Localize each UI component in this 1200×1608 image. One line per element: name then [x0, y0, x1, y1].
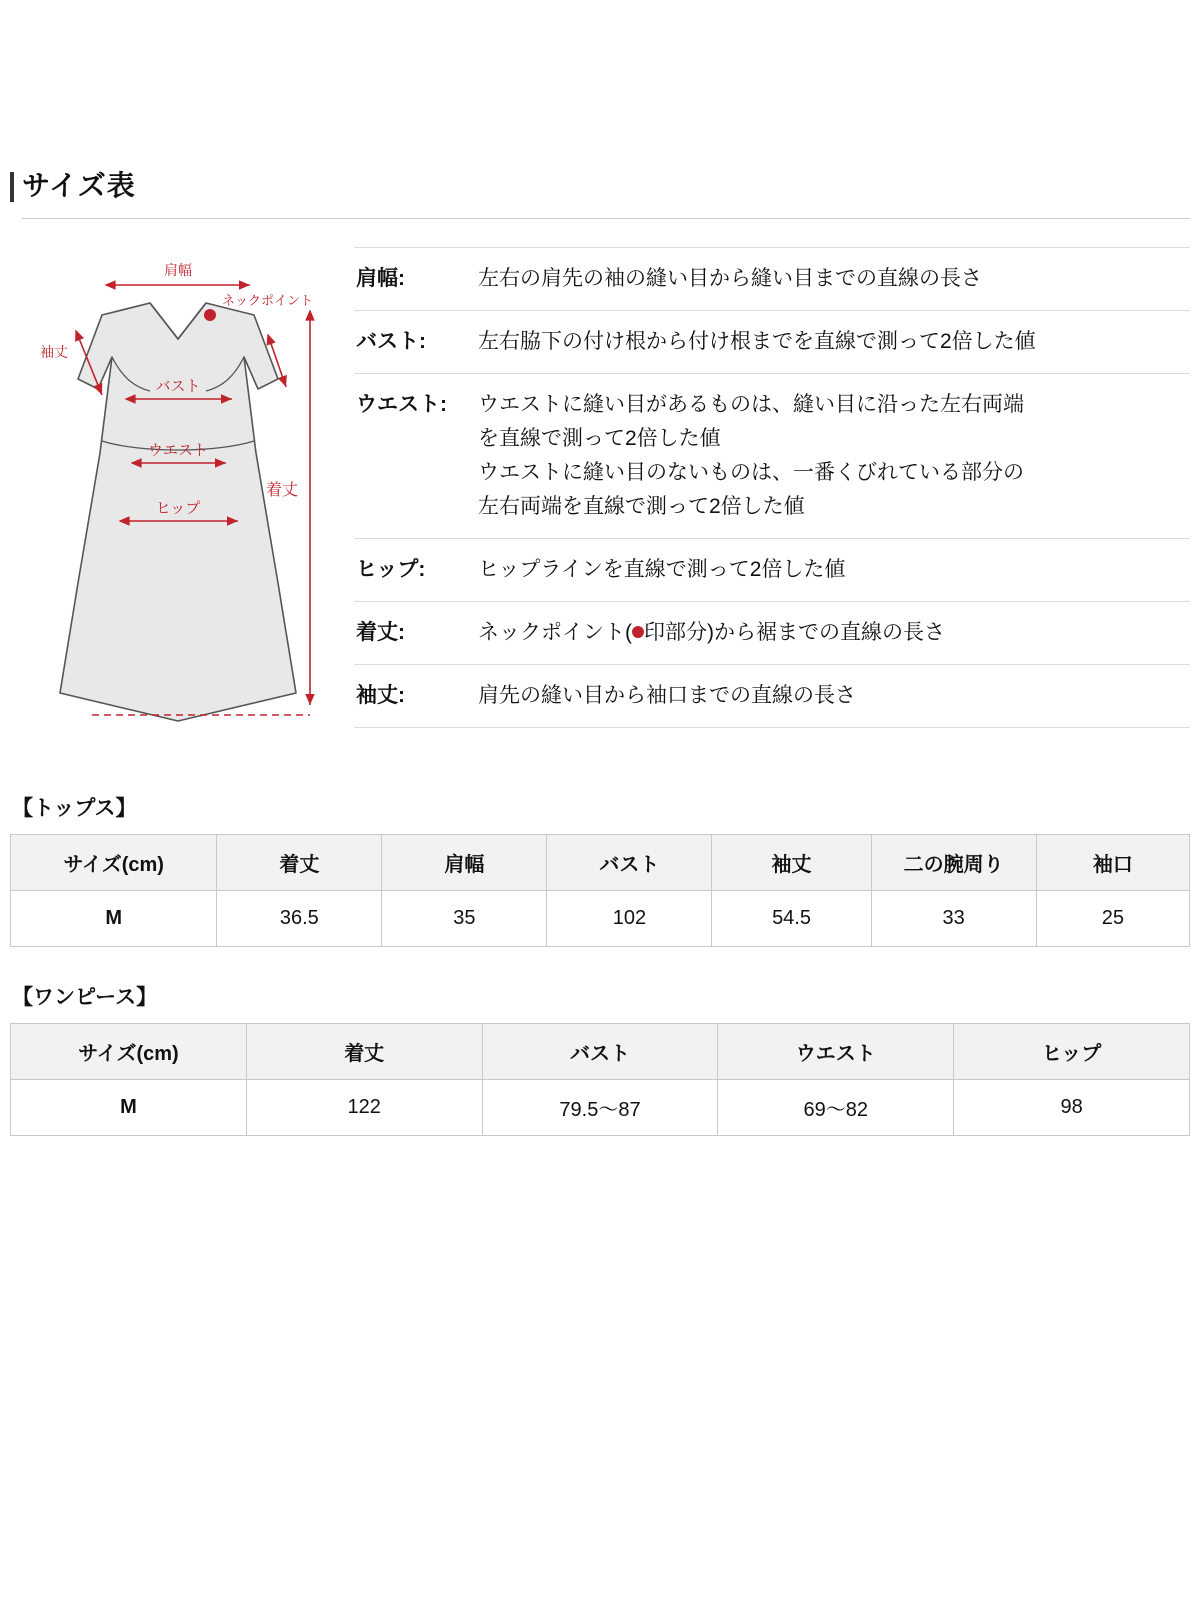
definition-term: ウエスト:: [356, 393, 447, 416]
definition-line-before: ネックポイント(: [478, 621, 632, 644]
definition-term: 袖丈:: [356, 684, 405, 707]
definition-row-bust: [354, 311, 1190, 374]
definition-line: 肩先の縫い目から袖口までの直線の長さ: [478, 684, 856, 707]
figure-label-shoulder: 肩幅: [164, 262, 192, 278]
table-header-cell: ウエスト: [718, 1024, 954, 1080]
table-header-cell: 着丈: [217, 835, 382, 891]
table-cell: 69〜82: [718, 1080, 954, 1136]
definition-row-waist: [354, 374, 1190, 539]
definition-description: [478, 553, 1188, 587]
table-header-cell: ヒップ: [954, 1024, 1190, 1080]
table-cell: 36.5: [217, 891, 382, 947]
table-cell: 79.5〜87: [482, 1080, 718, 1136]
tops-table-caption: 【トップス】: [12, 797, 137, 820]
definition-line: ウエストに縫い目があるものは、縫い目に沿った左右両端: [478, 393, 1024, 416]
table-row: [11, 891, 1190, 947]
table-header-cell: サイズ(cm): [11, 835, 217, 891]
title-divider: [22, 218, 1190, 219]
onepiece-table-caption: 【ワンピース】: [12, 986, 158, 1009]
size-chart-page: [0, 168, 1200, 1136]
definition-row-length: [354, 602, 1190, 665]
definition-description: [478, 616, 1188, 650]
definition-description: [478, 262, 1188, 296]
table-header-cell: 二の腕周り: [871, 835, 1036, 891]
neck-point-dot-icon: [632, 626, 644, 638]
table-header-cell: 肩幅: [382, 835, 547, 891]
table-header-cell: バスト: [547, 835, 712, 891]
table-header-cell: サイズ(cm): [11, 1024, 247, 1080]
figure-label-neck-point: ネックポイント: [222, 293, 314, 308]
definition-description: [478, 388, 1188, 524]
figure-label-length: 着丈: [265, 482, 298, 499]
definition-row-shoulder: [354, 247, 1190, 311]
definition-term: 着丈:: [356, 621, 405, 644]
page-title-text: サイズ表: [22, 170, 136, 201]
table-cell: 102: [547, 891, 712, 947]
definition-row-hip: [354, 539, 1190, 602]
definition-term: バスト:: [356, 330, 426, 353]
table-header-cell: 着丈: [246, 1024, 482, 1080]
table-header-row: [11, 835, 1190, 891]
definition-term: ヒップ:: [356, 558, 426, 581]
definition-description: [478, 325, 1188, 359]
table-header-cell: 袖丈: [712, 835, 871, 891]
figure-label-waist: ウエスト: [147, 442, 209, 459]
table-header-cell: 袖口: [1036, 835, 1189, 891]
table-row: [11, 1080, 1190, 1136]
definition-line: ウエストに縫い目のないものは、一番くびれている部分の: [478, 461, 1024, 484]
figure-label-hip: ヒップ: [155, 500, 201, 517]
onepiece-size-table: [10, 1023, 1190, 1136]
tops-size-table: [10, 834, 1190, 947]
definition-line: 左右脇下の付け根から付け根までを直線で測って2倍した値: [478, 330, 1036, 353]
table-cell: 54.5: [712, 891, 871, 947]
definition-description: [478, 679, 1188, 713]
table-cell: 98: [954, 1080, 1190, 1136]
definition-line: を直線で測って2倍した値: [478, 427, 721, 450]
figure-label-sleeve: 袖丈: [40, 344, 68, 360]
dress-diagram-svg: [10, 253, 346, 753]
page-title: [10, 168, 1190, 219]
definition-term: 肩幅:: [356, 267, 405, 290]
table-header-cell: バスト: [482, 1024, 718, 1080]
definition-list: [350, 247, 1190, 728]
definition-row-sleeve: [354, 665, 1190, 728]
table-cell: 122: [246, 1080, 482, 1136]
dress-diagram: [10, 247, 350, 758]
table-header-row: [11, 1024, 1190, 1080]
table-cell: 35: [382, 891, 547, 947]
table-cell-size: M: [11, 1080, 247, 1136]
measurement-guide: [10, 247, 1190, 758]
table-cell: 25: [1036, 891, 1189, 947]
definition-line: 左右の肩先の袖の縫い目から縫い目までの直線の長さ: [478, 267, 982, 290]
definition-line: ヒップラインを直線で測って2倍した値: [478, 558, 846, 581]
table-cell: 33: [871, 891, 1036, 947]
figure-label-bust: バスト: [155, 378, 201, 395]
definition-line-after: 印部分)から裾までの直線の長さ: [644, 621, 945, 644]
table-cell-size: M: [11, 891, 217, 947]
definition-line: 左右両端を直線で測って2倍した値: [478, 495, 805, 518]
title-accent-bar: [10, 172, 14, 202]
